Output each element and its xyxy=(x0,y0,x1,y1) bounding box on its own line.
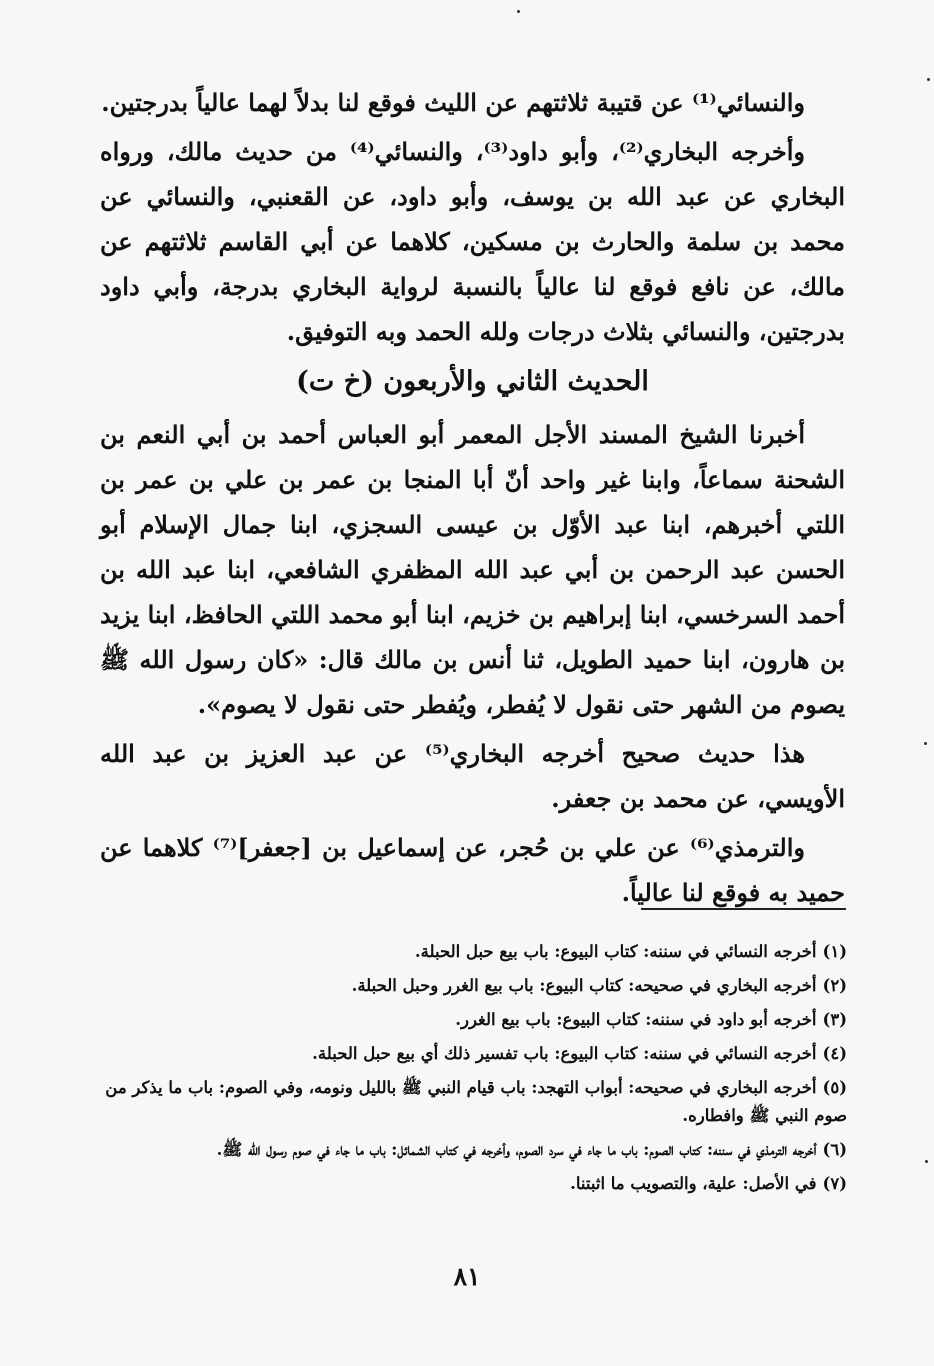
footnote-number: (١) xyxy=(822,942,847,961)
footnote-text: أخرجه النسائي في سننه: كتاب البيوع: باب تفسير ذلك أي بيع حبل الحبلة. xyxy=(312,1044,817,1063)
paragraph-1 xyxy=(100,80,845,125)
paragraph-2-text: وأخرجه البخاري⁽²⁾، وأبو داود⁽³⁾، والنسائي⁽⁴⁾ من حديث مالك، ورواه البخاري عن عبد الله بن يوسف، وأبو داود، عن القعنبي، والنسائي عن محمد بن سلمة والحارث بن مسكين، كلاهما عن أبي القاسم ثلاثتهم عن مالك، عن نافع فوقع لنا عالياً بالنسبة لرواية البخاري بدرجة، وأبي داود بدرجتين، والنسائي بثلاث درجات ولله الحمد وبه التوفيق. xyxy=(100,137,845,346)
footnote-7 xyxy=(95,1170,847,1198)
scan-speck xyxy=(517,10,520,13)
scan-speck xyxy=(925,1160,928,1163)
footnotes xyxy=(95,938,847,1204)
paragraph-3-text: أخبرنا الشيخ المسند الأجل المعمر أبو العباس أحمد بن أبي النعم بن الشحنة سماعاً، وابنا غير واحد أنّ أبا المنجا بن عمر بن علي بن عمر بن اللتي أخبرهم، ابنا عبد الأوّل بن عيسى السجزي، ابنا جمال الإسلام أبو الحسن عبد الرحمن بن أبي عبد الله المظفري الشافعي، ابنا عبد الله بن أحمد السرخسي، ابنا إبراهيم بن خزيم، ابنا أبو محمد اللتي الحافظ، ابنا يزيد بن هارون، ابنا حميد الطويل، ثنا أنس بن مالك قال: «كان رسول الله ﷺ يصوم من الشهر حتى نقول لا يُفطر، ويُفطر حتى نقول لا يصوم». xyxy=(100,420,846,719)
hadith-heading: الحديث الثاني والأربعون (خ ت) xyxy=(296,366,649,397)
scan-speck xyxy=(927,78,930,81)
footnote-3 xyxy=(95,1006,847,1034)
footnote-text: أخرجه البخاري في صحيحه: كتاب البيوع: باب بيع الغرر وحبل الحبلة. xyxy=(351,976,817,995)
footnote-text: أخرجه أبو داود في سننه: كتاب البيوع: باب بيع الغرر. xyxy=(455,1010,817,1029)
paragraph-5 xyxy=(100,825,845,915)
footnote-separator xyxy=(641,908,846,910)
footnote-number: (٦) xyxy=(822,1140,847,1159)
paragraph-2 xyxy=(100,129,845,354)
paragraph-1-text: والنسائي⁽¹⁾ عن قتيبة ثلاثتهم عن الليث فوقع لنا بدلاً لهما عالياً بدرجتين. xyxy=(101,88,805,117)
footnote-text: أخرجه النسائي في سننه: كتاب البيوع: باب بيع حبل الحبلة. xyxy=(414,942,817,961)
footnote-number: (٧) xyxy=(822,1174,847,1193)
footnote-number: (٤) xyxy=(822,1044,847,1063)
footnote-6 xyxy=(95,1136,847,1164)
footnote-text: في الأصل: علية، والتصويب ما اثبتنا. xyxy=(570,1174,817,1193)
footnote-4 xyxy=(95,1040,847,1068)
footnote-number: (٣) xyxy=(822,1010,847,1029)
footnote-1 xyxy=(95,938,847,966)
footnote-text: أخرجه الترمذي في سننه: كتاب الصوم: باب ما جاء في سرد الصوم، وأخرجه في كتاب الشمائل: باب ما جاء في صوم رسول الله ﷺ. xyxy=(216,1140,817,1159)
footnote-number: (٥) xyxy=(822,1078,847,1097)
paragraph-4 xyxy=(100,731,845,821)
footnote-2 xyxy=(95,972,847,1000)
main-text xyxy=(100,80,845,919)
paragraph-4-text: هذا حديث صحيح أخرجه البخاري⁽⁵⁾ عن عبد العزيز بن عبد الله الأويسي، عن محمد بن جعفر. xyxy=(100,739,845,813)
scan-speck xyxy=(924,742,927,745)
paragraph-3 xyxy=(100,412,845,727)
footnote-number: (٢) xyxy=(822,976,847,995)
page-number: ٨١ xyxy=(453,1262,481,1291)
paragraph-5-text: والترمذي⁽⁶⁾ عن علي بن حُجر، عن إسماعيل بن [جعفر]⁽⁷⁾ كلاهما عن حميد به فوقع لنا عالياً. xyxy=(100,833,845,907)
footnote-5 xyxy=(95,1074,847,1130)
footnote-text: أخرجه البخاري في صحيحه: أبواب التهجد: باب قيام النبي ﷺ بالليل ونومه، وفي الصوم: باب ما يذكر من صوم النبي ﷺ وافطاره. xyxy=(105,1078,847,1125)
